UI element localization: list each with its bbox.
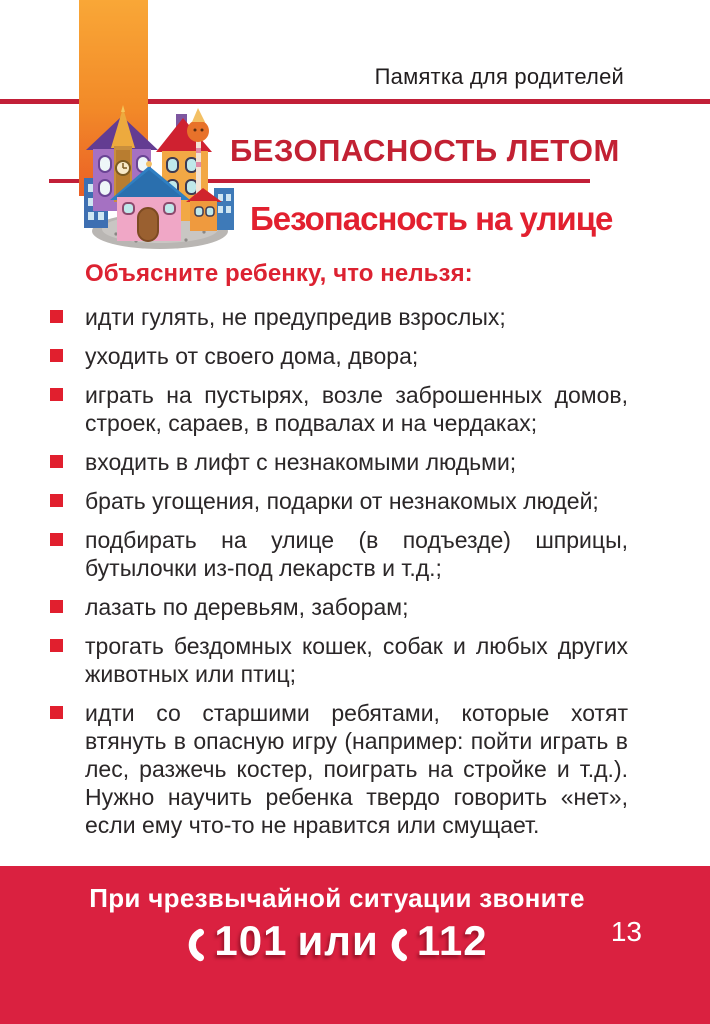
list-item-text: брать угощения, подарки от незнакомых людей; [85,488,599,514]
list-item [50,632,628,688]
list-item-text: входить в лифт с незнакомыми людьми; [85,449,517,475]
emergency-numbers [0,917,710,965]
body-content [50,260,628,850]
header-label: Памятка для родителей [374,64,624,89]
list-item-text: уходить от своего дома, двора; [85,343,419,369]
list-item-text: идти гулять, не предупредив взрослых; [85,304,506,330]
list-item [50,699,628,839]
list-item [50,448,628,476]
list-item-text: подбирать на улице (в подъезде) шприцы, бутылочки из-под лекарств и т.д.; [85,527,628,581]
list-item-text: лазать по деревьям, заборам; [85,594,409,620]
rules-list [50,303,628,839]
red-square-bullet-icon [50,388,63,401]
emergency-instruction: При чрезвычайной ситуации звоните [89,883,585,913]
list-item [50,526,628,582]
page-subtitle: Безопасность на улице [250,200,613,237]
phone-receiver-icon [389,924,407,958]
list-item [50,303,628,331]
list-item [50,342,628,370]
emergency-footer [0,866,710,1024]
red-square-bullet-icon [50,349,63,362]
red-square-bullet-icon [50,639,63,652]
list-item-text: играть на пустырях, возле заброшенных домов, строек, сараев, в подвалах и на чердаках; [85,382,628,436]
cartoon-houses-icon [76,104,242,256]
emergency-number-101: 101 [214,917,288,964]
red-square-bullet-icon [50,494,63,507]
page-number: 13 [610,916,642,947]
list-item-text: трогать бездомных кошек, собак и любых других животных или птиц; [85,633,628,687]
emergency-conjunction: или [297,917,379,964]
list-item [50,593,628,621]
page-title: БЕЗОПАСНОСТЬ ЛЕТОМ [230,133,620,168]
red-square-bullet-icon [50,533,63,546]
emergency-number-112: 112 [416,917,488,964]
red-square-bullet-icon [50,310,63,323]
list-item [50,381,628,437]
list-item [50,487,628,515]
list-heading: Объясните ребенку, что нельзя: [85,260,473,287]
red-square-bullet-icon [50,455,63,468]
red-square-bullet-icon [50,706,63,719]
cartoon-houses-illustration [76,104,242,256]
red-square-bullet-icon [50,600,63,613]
phone-receiver-icon [186,924,204,958]
list-item-text: идти со старшими ребятами, которые хотят втянуть в опасную игру (например: пойти играть в лес, разжечь костер, поиграть на стройке и т.д.). Нужно научить ребенка твердо говорить «нет», если ему что-то не нравится или смущает. [85,700,628,838]
